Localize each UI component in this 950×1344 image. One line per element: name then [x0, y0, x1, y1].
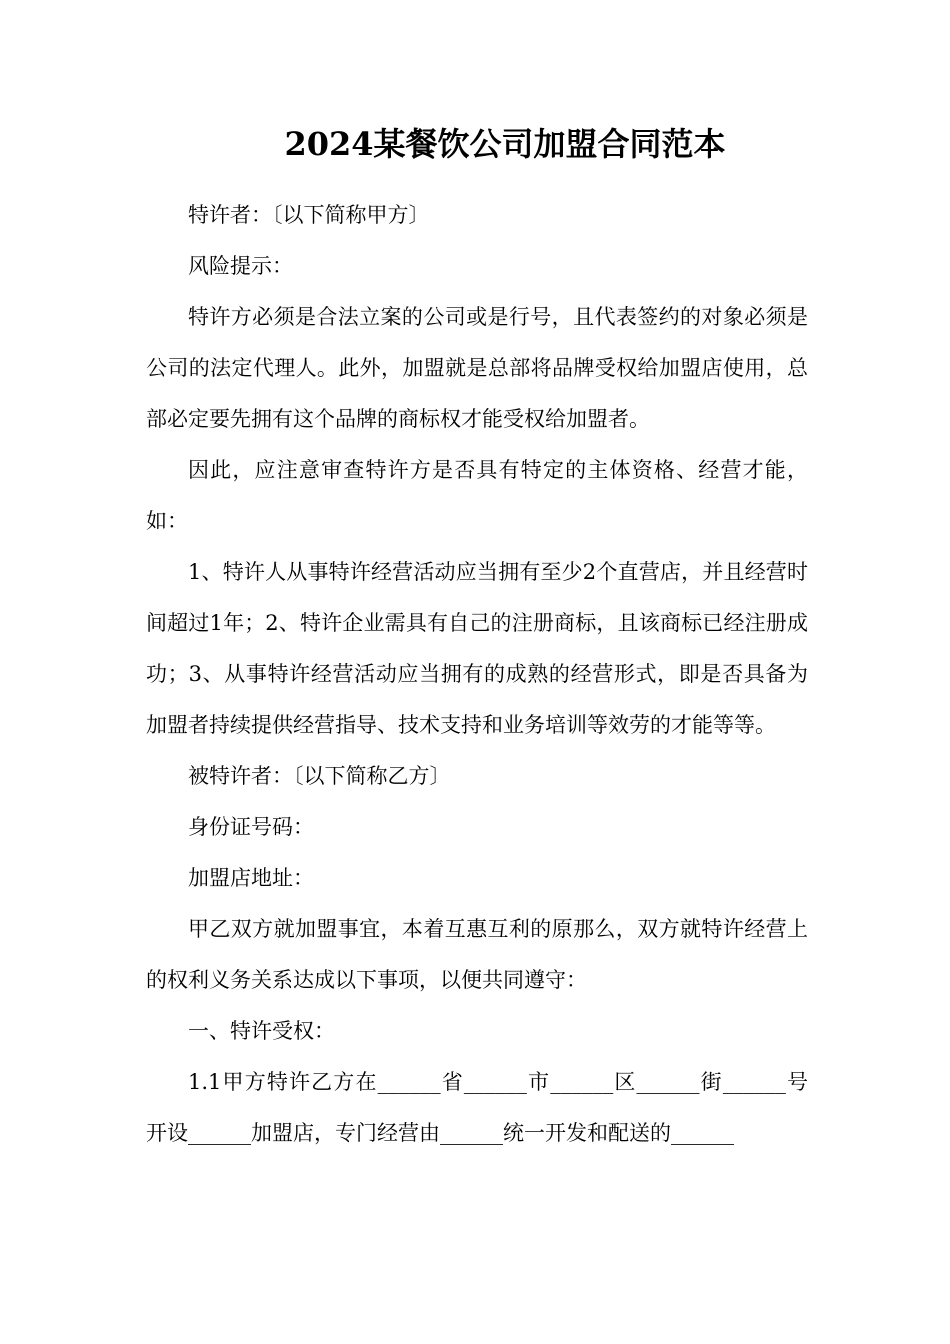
section-heading-authorization: 一、特许受权：: [188, 1019, 335, 1043]
paragraph-review-qualification: 因此，应注意审查特许方是否具有特定的主体资格、经营才能，如：: [146, 458, 808, 533]
clause-1-1: 1.1甲方特许乙方在______省______市______区______街______号开设______加盟店，专门经营由______统一开发和配送的______: [146, 1070, 808, 1145]
paragraph-requirements: 1、特许人从事特许经营活动应当拥有至少2个直营店，并且经营时间超过1年；2、特许企业需具有自己的注册商标，且该商标已经注册成功；3、从事特许经营活动应当拥有的成熟的经营形式，即是否具备为加盟者持续提供经营指导、技术支持和业务培训等效劳的才能等等。: [146, 560, 808, 737]
paragraph-risk-detail: 特许方必须是合法立案的公司或是行号，且代表签约的对象必须是公司的法定代理人。此外，加盟就是总部将品牌受权给加盟店使用，总部必定要先拥有这个品牌的商标权才能受权给加盟者。: [146, 305, 808, 431]
paragraph-id-number: 身份证号码：: [188, 815, 314, 839]
paragraph-franchisee: 被特许者：〔以下简称乙方〕: [188, 764, 451, 788]
paragraph-store-address: 加盟店地址：: [188, 866, 314, 890]
paragraph-franchisor: 特许者：〔以下简称甲方〕: [188, 203, 430, 227]
paragraph-agreement-intro: 甲乙双方就加盟事宜，本着互惠互利的原那么，双方就特许经营上的权利义务关系达成以下事项，以便共同遵守：: [146, 917, 808, 992]
document-title: 2024某餐饮公司加盟合同范本: [284, 125, 726, 163]
paragraph-risk-heading: 风险提示：: [188, 254, 293, 278]
document-body: [146, 190, 808, 1159]
